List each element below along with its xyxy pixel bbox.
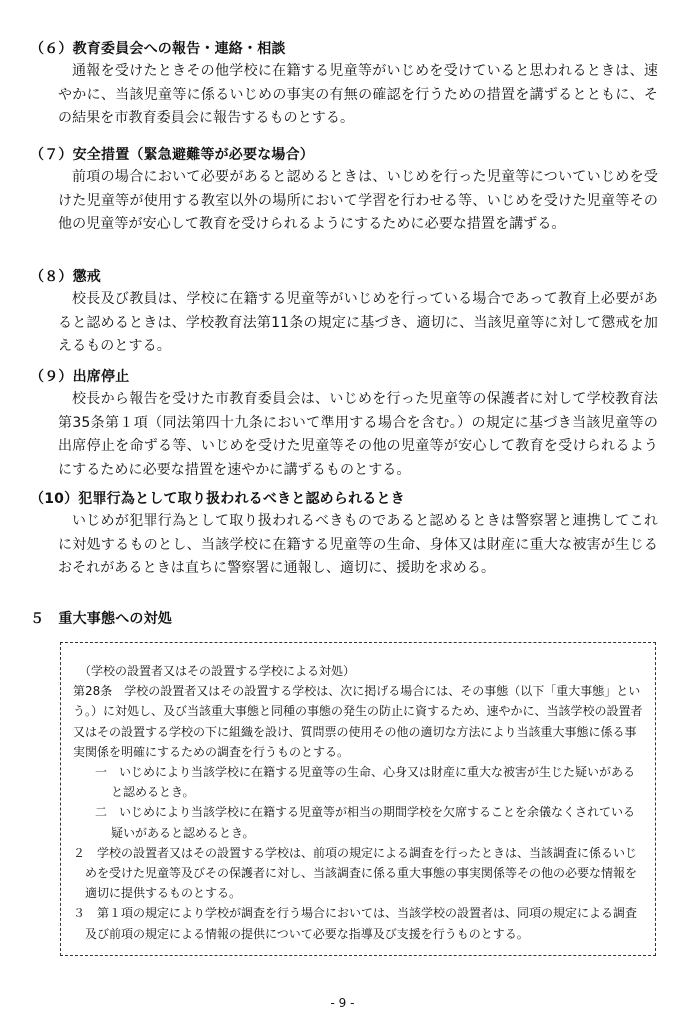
article-28-clause-3: ３ 第１項の規定により学校が調査を行う場合においては、当該学校の設置者は、同項の規定による調査及び前項の規定による情報の提供について必要な指導及び支援を行うものとする。 <box>73 906 638 941</box>
page-number: - 9 - <box>330 996 355 1010</box>
section-8-body: 校長及び教員は、学校に在籍する児童等がいじめを行っている場合であって教育上必要があると認めるときは、学校教育法第11条の規定に基づき、適切に、当該児童等に対して懲戒を加えるものとする。 <box>58 291 658 354</box>
section-6 <box>30 38 670 131</box>
chapter-5 <box>30 608 670 630</box>
article-28: 第28条 学校の設置者又はその設置する学校は、次に掲げる場合には、その事態（以下「重大事態」という。）に対処し、及び当該重大事態と同種の事態の発生の防止に資するため、速やかに、当該学校の設置者又はその設置する学校の下に組織を設け、質問票の使用その他の適切な方法により当該重大事態に係る事実関係を明確にするための調査を行うものとする。 <box>73 684 643 759</box>
section-9-body: 校長から報告を受けた市教育委員会は、いじめを行った児童等の保護者に対して学校教育法第35条第１項（同法第四十九条において準用する場合を含む。）の規定に基づき当該児童等の出席停止を命ずる等、いじめを受けた児童等その他の児童等が安心して教育を受けられるようにするために必要な措置を速やかに講ずるものとする。 <box>58 391 658 478</box>
section-8 <box>30 266 670 359</box>
law-caption: （学校の設置者又はその設置する学校による対処） <box>79 664 356 678</box>
chapter-5-heading: ５ 重大事態への対処 <box>30 611 172 627</box>
section-8-heading: （８）懲戒 <box>30 269 101 285</box>
section-7-heading: （７）安全措置（緊急避難等が必要な場合） <box>30 147 314 163</box>
article-28-item-1: 一 いじめにより当該学校に在籍する児童等の生命、心身又は財産に重大な被害が生じた疑いがあると認めるとき。 <box>95 765 636 800</box>
section-9-heading: （９）出席停止 <box>30 369 130 385</box>
article-28-item-2: 二 いじめにより当該学校に在籍する児童等が相当の期間学校を欠席することを余儀なくされている疑いがあると認めるとき。 <box>95 805 636 840</box>
section-10-heading: （10）犯罪行為として取り扱われるべきと認められるとき <box>30 491 405 507</box>
section-6-body: 通報を受けたときその他学校に在籍する児童等がいじめを受けていると思われるときは、速やかに、当該児童等に係るいじめの事実の有無の確認を行うための措置を講ずるとともに、その結果を市教育委員会に報告するものとする。 <box>58 63 658 126</box>
section-7 <box>30 144 670 237</box>
section-10 <box>30 488 670 581</box>
article-28-clause-2: ２ 学校の設置者又はその設置する学校は、前項の規定による調査を行ったときは、当該調査に係るいじめを受けた児童等及びその保護者に対し、当該調査に係る重大事態の事実関係等その他の必要な情報を適切に提供するものとする。 <box>73 845 638 901</box>
section-6-heading: （６）教育委員会への報告・連絡・相談 <box>30 41 286 57</box>
section-7-body: 前項の場合において必要があると認めるときは、いじめを行った児童等についていじめを受けた児童等が使用する教室以外の場所において学習を行わせる等、いじめを受けた児童等その他の児童等が安心して教育を受けられるようにするために必要な措置を講ずる。 <box>58 169 658 232</box>
law-quote-box <box>60 642 656 956</box>
section-9 <box>30 366 670 482</box>
section-10-body: いじめが犯罪行為として取り扱われるべきものであると認めるときは警察署と連携してこれに対処するものとし、当該学校に在籍する児童等の生命、身体又は財産に重大な被害が生じるおそれがあるときは直ちに警察署に通報し、適切に、援助を求める。 <box>58 513 658 576</box>
